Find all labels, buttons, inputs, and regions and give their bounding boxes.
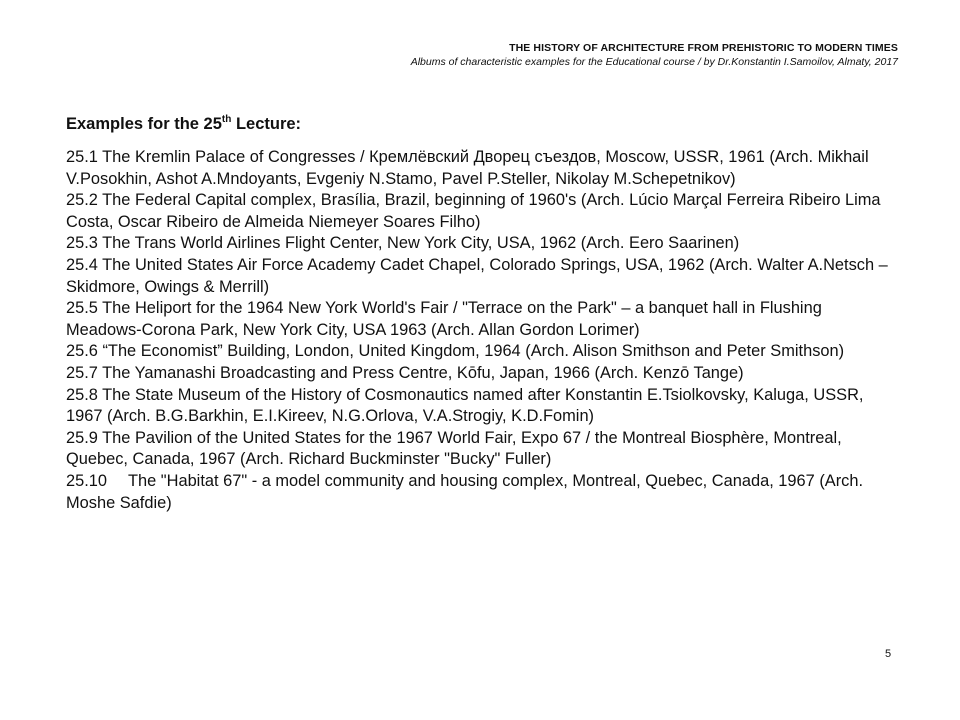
example-text: The Federal Capital complex, Brasília, Brazil, beginning of 1960's (Arch. Lúcio Marçal Ferreira Ribeiro Lima Costa, Oscar Ribeiro de Almeida Niemeyer Soares Filho) — [66, 191, 881, 231]
example-number: 25.4 — [66, 255, 98, 274]
example-item — [66, 298, 896, 341]
example-number: 25.2 — [66, 191, 98, 210]
example-text: The Yamanashi Broadcasting and Press Centre, Kōfu, Japan, 1966 (Arch. Kenzō Tange) — [102, 363, 744, 382]
example-text: “The Economist” Building, London, United Kingdom, 1964 (Arch. Alison Smithson and Peter Smithson) — [102, 342, 845, 361]
example-text: The Trans World Airlines Flight Center, New York City, USA, 1962 (Arch. Eero Saarinen) — [102, 234, 740, 253]
example-text: The Heliport for the 1964 New York World's Fair / "Terrace on the Park" – a banquet hall in Flushing Meadows-Corona Park, New York City, USA 1963 (Arch. Allan Gordon Lorimer) — [66, 299, 822, 339]
lecture-heading-prefix: Examples for the 25 — [66, 115, 222, 133]
course-title: THE HISTORY OF ARCHITECTURE FROM PREHISTORIC TO MODERN TIMES — [509, 42, 898, 54]
example-text: The State Museum of the History of Cosmonautics named after Konstantin E.Tsiolkovsky, Kaluga, USSR, 1967 (Arch. B.G.Barkhin, E.I.Kireev, N.G.Orlova, V.A.Strogiy, K.D.Fomin) — [66, 385, 864, 426]
example-number: 25.5 — [66, 299, 98, 318]
example-number: 25.3 — [66, 234, 98, 253]
course-subtitle: Albums of characteristic examples for the Educational course / by Dr.Konstantin I.Samoilov, Almaty, 2017 — [410, 56, 898, 68]
example-item — [66, 255, 896, 298]
example-text: The United States Air Force Academy Cadet Chapel, Colorado Springs, USA, 1962 (Arch. Walter A.Netsch – Skidmore, Owings & Merrill) — [66, 255, 888, 296]
example-item — [66, 385, 896, 428]
example-item — [66, 147, 896, 190]
example-item — [66, 190, 896, 233]
example-item — [66, 471, 896, 514]
example-number: 25.6 — [66, 342, 98, 361]
example-number: 25.7 — [66, 363, 98, 382]
lecture-heading-suffix: Lecture: — [231, 115, 302, 133]
examples-list — [66, 147, 896, 514]
example-number: 25.8 — [66, 385, 98, 404]
example-text: The Kremlin Palace of Congresses / Кремлёвский Дворец съездов, Moscow, USSR, 1961 (Arch. Mikhail V.Posokhin, Ashot A.Mndoyants, Evgeniy N.Stamo, Pavel P.Steller, Nikolay M.Schepetnikov) — [66, 148, 869, 188]
lecture-heading — [66, 115, 301, 134]
lecture-heading-superscript: th — [221, 114, 232, 125]
example-text: The "Habitat 67" - a model community and housing complex, Montreal, Quebec, Canada, 1967 (Arch. Moshe Safdie) — [66, 471, 864, 512]
example-item — [66, 233, 896, 255]
example-item — [66, 363, 896, 385]
example-number: 25.9 — [66, 428, 98, 447]
document-header — [411, 42, 898, 69]
example-number: 25.10 — [66, 471, 108, 490]
example-item — [66, 341, 896, 363]
example-number: 25.1 — [66, 148, 98, 166]
example-text: The Pavilion of the United States for the 1967 World Fair, Expo 67 / the Montreal Biosphère, Montreal, Quebec, Canada, 1967 (Arch. Richard Buckminster "Bucky" Fuller) — [66, 428, 842, 469]
example-item — [66, 428, 896, 471]
page-number: 5 — [885, 648, 892, 660]
